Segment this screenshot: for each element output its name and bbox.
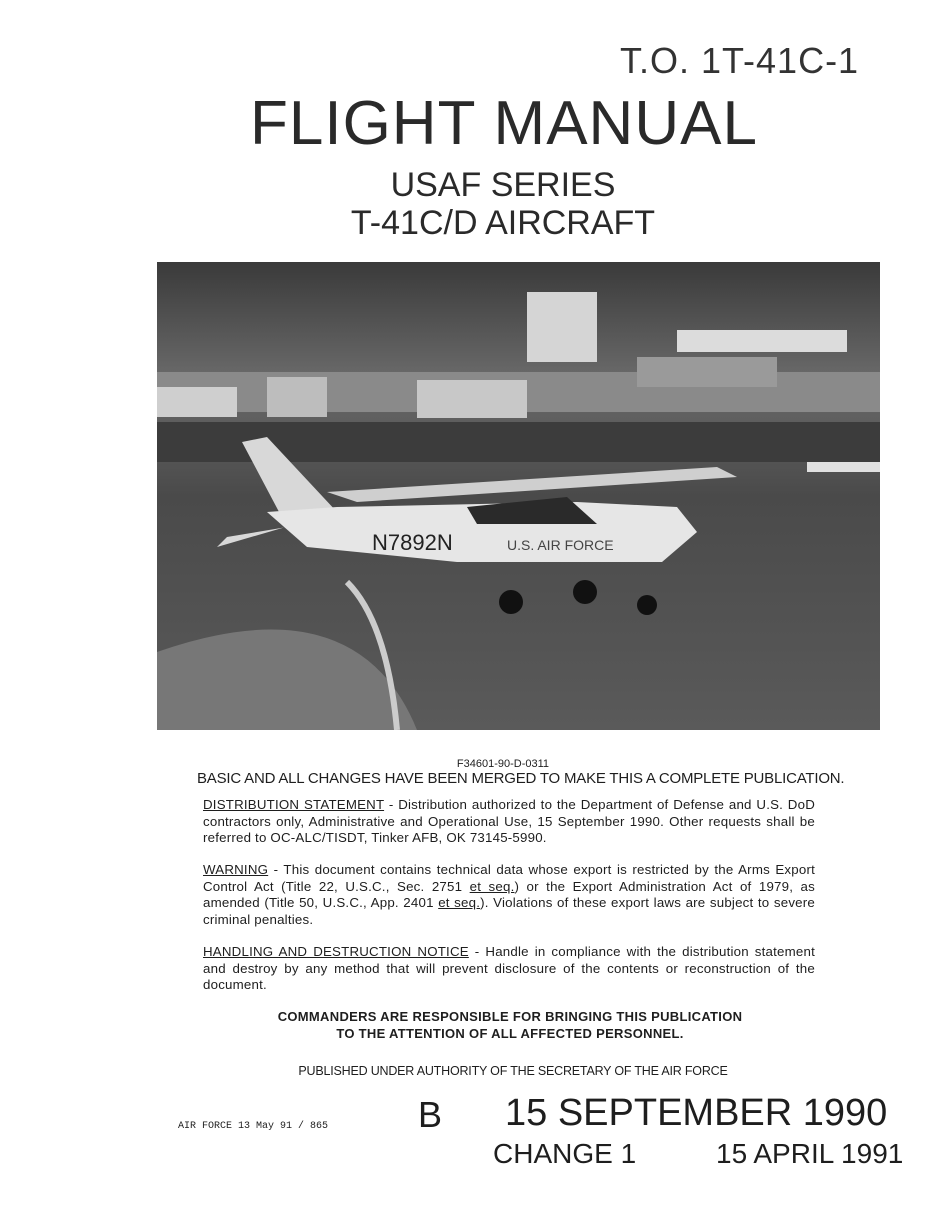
- merged-notice: BASIC AND ALL CHANGES HAVE BEEN MERGED TO MAKE THIS A COMPLETE PUBLICATION.: [197, 770, 845, 787]
- warning-text-1: - This document contains technical data whose export is restricted by the Arms Export Control Act (Title 22, U.S.C., Sec. 2751: [203, 862, 815, 894]
- handling-text: - Handle in compliance with the distribution statement and destroy by any method that will prevent disclosure of the contents or reconstruction of the document.: [203, 944, 815, 992]
- distribution-statement: [203, 797, 815, 847]
- handling-notice: [203, 944, 815, 994]
- warning-text-2: ) or the Export Administration Act of 1979, as amended (Title 50, U.S.C., App. 2401: [203, 878, 815, 910]
- fuselage-text: U.S. AIR FORCE: [507, 537, 614, 553]
- handling-label: HANDLING AND DESTRUCTION NOTICE: [203, 944, 469, 959]
- commanders-notice: [0, 1008, 950, 1042]
- edition-letter: B: [418, 1094, 443, 1135]
- cover-photo: [157, 262, 880, 730]
- et-seq-1: et seq.: [469, 878, 515, 894]
- page-title: FLIGHT MANUAL: [250, 89, 758, 158]
- basic-date: 15 SEPTEMBER 1990: [505, 1092, 888, 1134]
- warning-label: WARNING: [203, 862, 269, 877]
- print-stamp: AIR FORCE 13 May 91 / 865: [178, 1121, 329, 1132]
- commanders-line-1: COMMANDERS ARE RESPONSIBLE FOR BRINGING THIS PUBLICATION: [277, 1009, 743, 1024]
- commanders-line-2: TO THE ATTENTION OF ALL AFFECTED PERSONNEL.: [336, 1026, 684, 1041]
- change-date: 15 APRIL 1991: [716, 1138, 904, 1169]
- technical-order-number: T.O. 1T-41C-1: [620, 40, 860, 81]
- tail-number: N7892N: [372, 530, 453, 555]
- contract-number: F34601-90-D-0311: [456, 758, 550, 770]
- warning-statement: [203, 862, 815, 928]
- authority-line: PUBLISHED UNDER AUTHORITY OF THE SECRETARY OF THE AIR FORCE: [298, 1064, 728, 1078]
- subtitle-series: USAF SERIES: [390, 166, 616, 204]
- distribution-label: DISTRIBUTION STATEMENT: [203, 797, 385, 812]
- et-seq-2: et seq.: [438, 895, 481, 910]
- change-label: CHANGE 1: [493, 1138, 637, 1169]
- distribution-text: - Distribution authorized to the Department of Defense and U.S. DoD contractors only, Administrative and Operational Use, 15 September 1990. Other requests shall be referred to OC-ALC/TISDT, Tinker AFB, OK 73145-5990.: [203, 797, 815, 845]
- subtitle-aircraft: T-41C/D AIRCRAFT: [350, 204, 656, 242]
- warning-text-3: ). Violations of these export laws are subject to severe criminal penalties.: [203, 895, 815, 927]
